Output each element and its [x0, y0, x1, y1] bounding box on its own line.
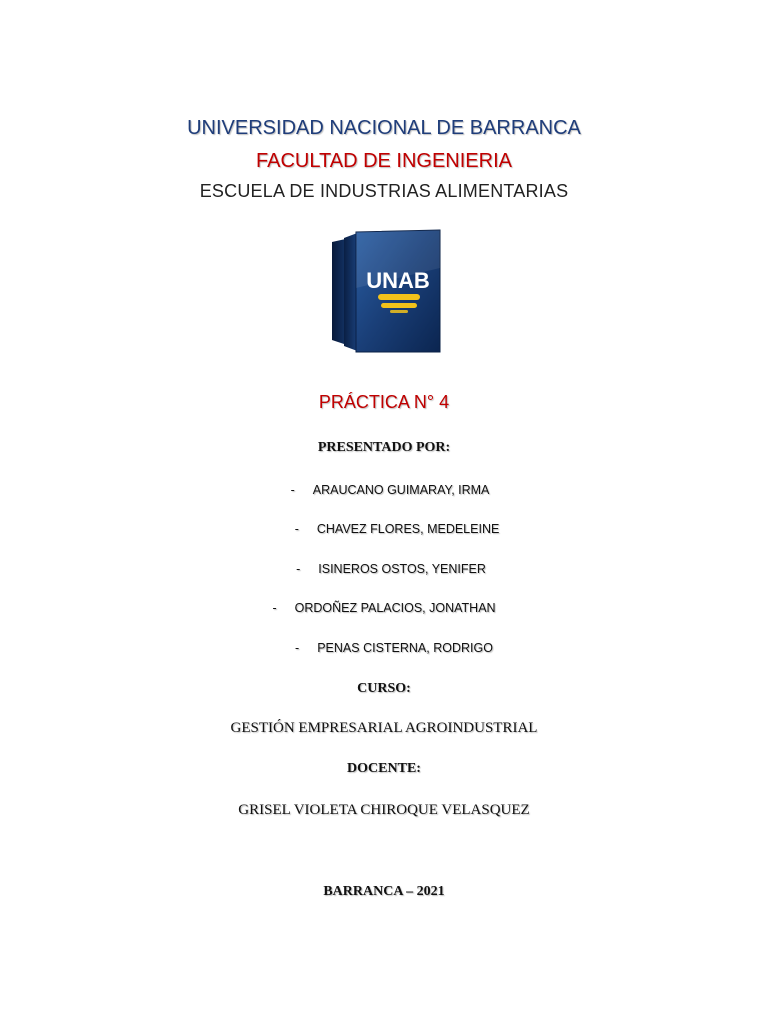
student-item	[10, 641, 768, 655]
student-name: ISINEROS OSTOS, YENIFER	[318, 562, 486, 576]
university-name: UNIVERSIDAD NACIONAL DE BARRANCA	[187, 117, 581, 139]
school-name: ESCUELA DE INDUSTRIAS ALIMENTARIAS	[199, 181, 569, 201]
student-item	[13, 522, 768, 536]
place-date: BARRANCA – 2021	[323, 884, 445, 899]
list-dash: -	[295, 641, 300, 655]
list-dash: -	[296, 562, 301, 576]
student-item	[0, 601, 768, 615]
logo-text: UNAB	[366, 268, 430, 293]
unab-logo	[326, 228, 446, 356]
student-name: CHAVEZ FLORES, MEDELEINE	[316, 522, 500, 536]
student-name: ORDOÑEZ PALACIOS, JONATHAN	[294, 601, 496, 615]
logo-accent-bar-2	[381, 303, 417, 308]
list-dash: -	[272, 601, 277, 615]
practice-title: PRÁCTICA N° 4	[318, 392, 450, 412]
list-dash: -	[290, 483, 295, 497]
course-value: GESTIÓN EMPRESARIAL AGROINDUSTRIAL	[230, 720, 538, 736]
presented-by-label: PRESENTADO POR:	[317, 440, 451, 455]
faculty-name: FACULTAD DE INGENIERIA	[256, 150, 512, 172]
logo-accent-bar-1	[378, 294, 420, 300]
teacher-value: GRISEL VIOLETA CHIROQUE VELASQUEZ	[238, 802, 530, 818]
student-item	[6, 483, 768, 497]
course-label: CURSO:	[357, 681, 411, 696]
student-name: PENAS CISTERNA, RODRIGO	[317, 641, 493, 655]
logo-accent-bar-3	[390, 310, 408, 313]
teacher-label: DOCENTE:	[347, 761, 421, 776]
student-item	[7, 562, 768, 576]
list-dash: -	[294, 522, 299, 536]
student-name: ARAUCANO GUIMARAY, IRMA	[312, 483, 490, 497]
